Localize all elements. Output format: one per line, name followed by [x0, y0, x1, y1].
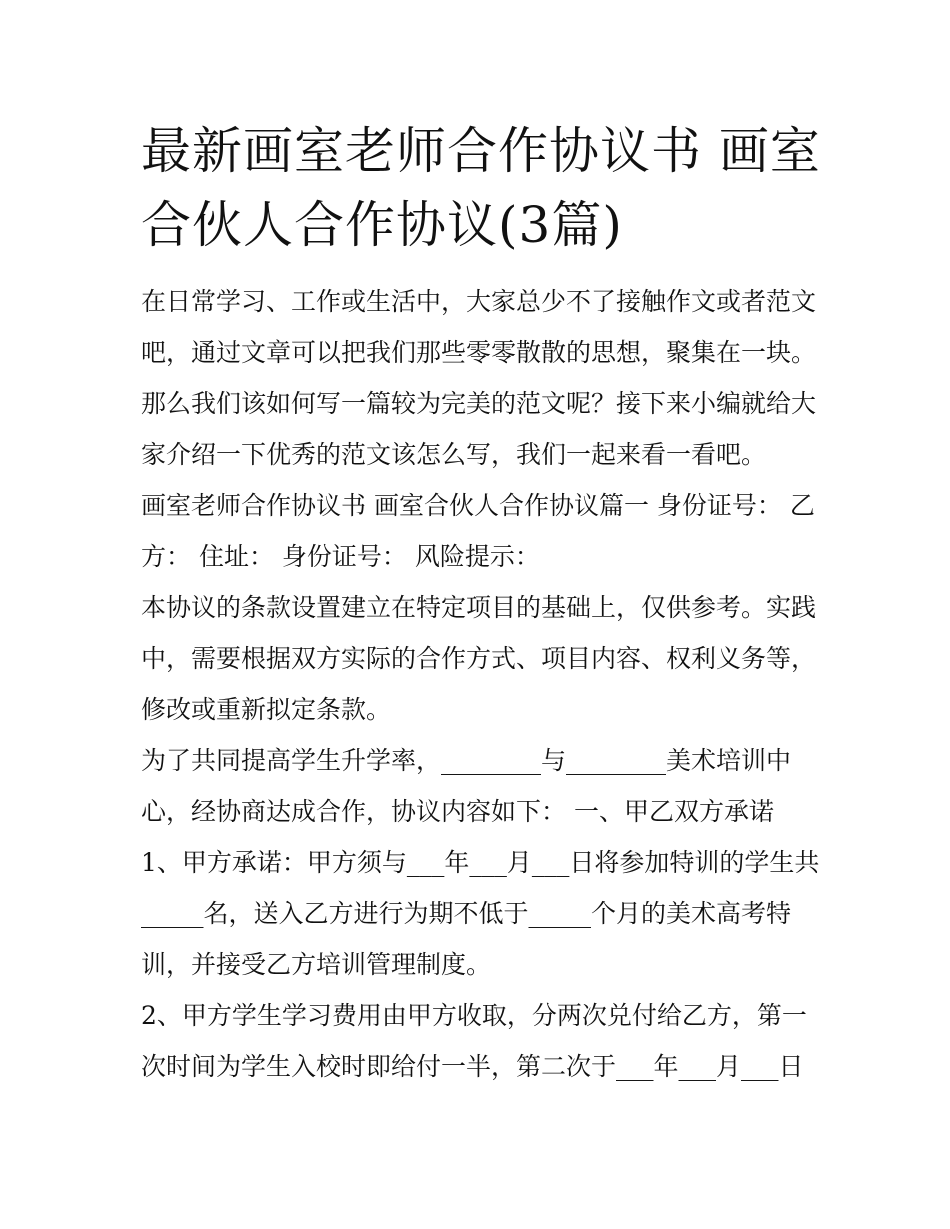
risk-notice-paragraph: 本协议的条款设置建立在特定项目的基础上，仅供参考。实践中，需要根据双方实际的合作方式、项目内容、权利义务等，修改或重新拟定条款。: [141, 593, 817, 724]
clause-2-line-1: 2、甲方学生学习费用由甲方收取，分两次兑付给乙方，第一: [141, 1001, 807, 1030]
intro-paragraph: 在日常学习、工作或生活中，大家总少不了接触作文或者范文吧，通过文章可以把我们那些零零散散的思想，聚集在一块。那么我们该如何写一篇较为完美的范文呢？接下来小编就给大家介绍一下优秀的范文该怎么写，我们一起来看一看吧。: [141, 287, 817, 469]
document-title: 最新画室老师合作协议书 画室合伙人合作协议(3篇): [141, 122, 821, 254]
cooperation-line-2: 心，经协商达成合作，协议内容如下： 一、甲乙双方承诺: [141, 797, 774, 826]
section-heading-paragraph: 画室老师合作协议书 画室合伙人合作协议篇一 身份证号： 乙方： 住址： 身份证号： 风险提示：: [141, 491, 815, 571]
clause-2-line-2: 次时间为学生入校时即给付一半，第二次于___年___月___日: [141, 1052, 804, 1081]
clause-1-line-1: 1、甲方承诺：甲方须与___年___月___日将参加特训的学生共: [141, 848, 820, 877]
document-body: [141, 276, 821, 1092]
cooperation-line-1: 为了共同提高学生升学率，________与________美术培训中: [141, 746, 792, 775]
clause-1-line-3: 训，并接受乙方培训管理制度。: [141, 950, 492, 979]
clause-1-line-2: _____名，送入乙方进行为期不低于_____个月的美术高考特: [141, 899, 792, 928]
